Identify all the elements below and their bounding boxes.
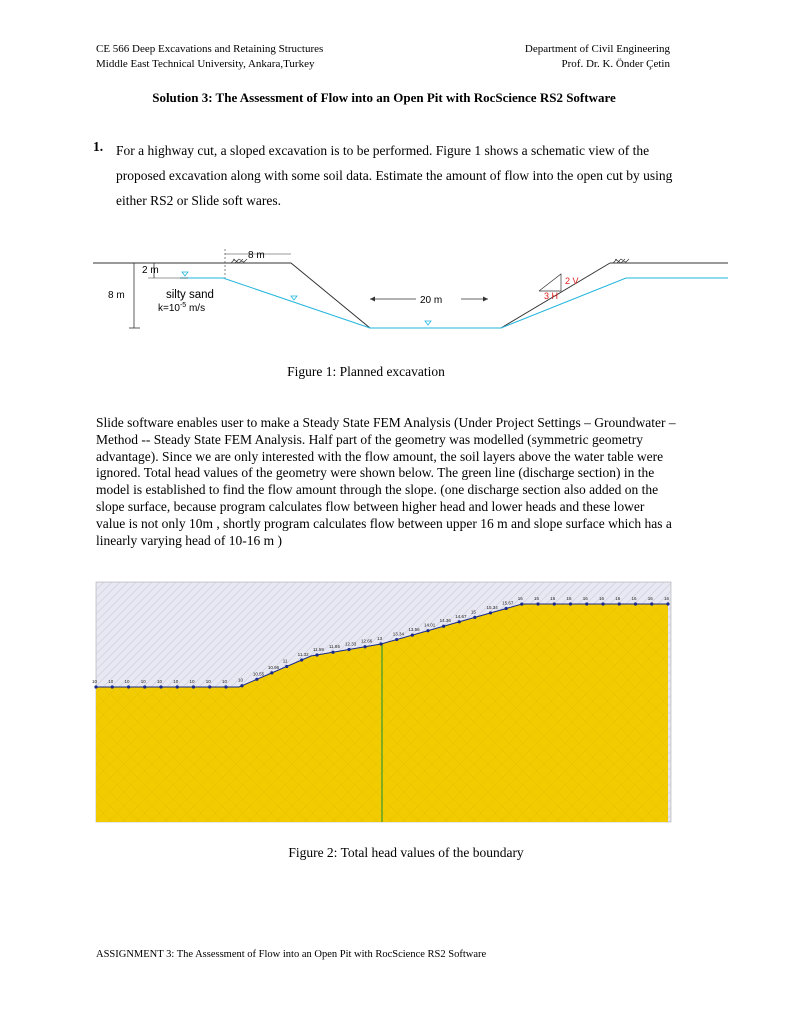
header-right: [525, 42, 670, 72]
label-2m: 2 m: [142, 265, 159, 276]
head-value-label: 10: [173, 679, 179, 684]
head-value-label: 16: [615, 596, 621, 601]
figure-2-total-head-model: [92, 582, 676, 827]
head-value-label: 11.85: [329, 644, 340, 650]
boundary-node: [159, 685, 162, 688]
question-text: For a highway cut, a sloped excavation is to be performed. Figure 1 shows a schematic view of the proposed excavation along with some soil data. Estimate the amount of flow into the open cut by using either RS2 or Slide soft wares.: [116, 143, 673, 208]
head-value-label: 10: [92, 679, 98, 684]
boundary-node: [127, 685, 130, 688]
head-value-label: 16: [550, 596, 556, 601]
boundary-node: [618, 602, 621, 605]
head-value-label: 11.59: [313, 646, 324, 652]
head-value-label: 10: [124, 679, 130, 684]
label-soil: silty sand: [166, 289, 214, 301]
boundary-node: [285, 665, 288, 668]
label-8m-width: 8 m: [248, 250, 265, 261]
boundary-node: [489, 611, 492, 614]
label-permeability: $k=10^{-5}$ m/s: [158, 302, 206, 314]
head-value-label: 13.34: [392, 631, 404, 637]
boundary-node: [411, 634, 414, 637]
head-value-label: 14.36: [439, 618, 451, 624]
water-table-line: [180, 278, 728, 328]
boundary-node: [192, 685, 195, 688]
boundary-node: [379, 642, 382, 645]
head-value-label: 10: [221, 679, 228, 684]
head-value-label: 16: [534, 596, 540, 601]
label-slope-v: 2 V: [565, 276, 579, 286]
head-value-label: 16: [582, 596, 588, 601]
boundary-node: [315, 653, 318, 656]
head-value-label: 12.33: [345, 641, 357, 647]
water-level-icon-1: [182, 272, 188, 276]
department-name: Department of Civil Engineering: [524, 43, 670, 55]
head-value-label: 10: [189, 679, 195, 684]
figure-2-caption: Figure 2: Total head values of the boundary: [288, 845, 524, 860]
head-value-label: 13: [377, 635, 383, 641]
head-value-label: 16: [599, 596, 605, 601]
head-value-label: 10.96: [267, 664, 280, 670]
boundary-node: [176, 685, 179, 688]
boundary-node: [458, 620, 461, 623]
label-8m-depth: 8 m: [108, 290, 125, 301]
head-value-label: 11: [282, 658, 288, 664]
head-value-label: 15.67: [502, 600, 514, 606]
head-value-label: 16: [566, 596, 572, 601]
boundary-node: [505, 607, 508, 610]
head-value-label: 16: [647, 596, 653, 601]
head-value-label: 16: [664, 596, 670, 601]
course-name: CE 566 Deep Excavations and Retaining Structures: [96, 43, 324, 55]
boundary-node: [111, 685, 114, 688]
boundary-node: [442, 625, 445, 628]
ground-hatch-icon-left: [231, 259, 247, 263]
boundary-node: [143, 685, 146, 688]
boundary-node: [601, 602, 604, 605]
head-value-label: 16: [517, 596, 523, 602]
figure-1-caption: Figure 1: Planned excavation: [287, 364, 445, 379]
university-name: Middle East Technical University, Ankara,Turkey: [96, 58, 315, 70]
figure-1-excavation-schematic: [88, 244, 733, 334]
head-value-label: 16: [631, 596, 637, 601]
head-value-label: 10: [156, 679, 163, 684]
boundary-node: [585, 602, 588, 605]
water-level-icon-2: [291, 296, 297, 300]
ground-hatch-icon-right: [613, 259, 629, 263]
boundary-node: [536, 602, 539, 605]
boundary-node: [363, 645, 366, 648]
boundary-node: [255, 678, 258, 681]
head-value-label: 10: [205, 679, 211, 684]
boundary-node: [270, 671, 273, 674]
boundary-node: [650, 602, 653, 605]
head-value-label: 14.67: [455, 613, 467, 619]
head-value-label: 10.55: [252, 671, 265, 677]
arrow-right-icon: [483, 297, 488, 302]
excavation-profile: [291, 263, 610, 328]
boundary-node: [240, 684, 243, 687]
water-level-icon-3: [425, 321, 431, 325]
boundary-node: [569, 602, 572, 605]
boundary-node: [300, 658, 303, 661]
head-value-label: 10: [237, 677, 243, 683]
boundary-node: [94, 685, 97, 688]
boundary-node: [426, 629, 429, 632]
label-slope-h: 3 H: [544, 291, 559, 301]
head-value-label: 12.66: [361, 638, 373, 644]
boundary-node: [634, 602, 637, 605]
head-value-label: 15: [470, 609, 476, 615]
question-number: 1.: [93, 139, 104, 154]
boundary-node: [347, 648, 350, 651]
head-value-label: 14.01: [423, 622, 436, 628]
head-value-label: 10: [108, 679, 114, 684]
head-value-label: 13.56: [408, 627, 420, 633]
head-value-label: 10: [140, 679, 146, 684]
boundary-node: [208, 685, 211, 688]
boundary-node: [331, 651, 334, 654]
boundary-node: [666, 602, 669, 605]
head-value-label: 15.34: [486, 604, 498, 610]
label-20m: 20 m: [420, 295, 443, 306]
page-footer: ASSIGNMENT 3: The Assessment of Flow into an Open Pit with RocScience RS2 Software: [96, 949, 487, 960]
head-value-label: 11.32: [297, 652, 309, 658]
arrow-left-icon: [370, 297, 375, 302]
slope-triangle-icon: [539, 274, 561, 291]
boundary-node: [224, 685, 227, 688]
header-left: [96, 42, 323, 72]
boundary-node: [553, 602, 556, 605]
body-paragraph: Slide software enables user to make a Steady State FEM Analysis (Under Project Settings – Groundwater – Method -- Steady State FEM Analysis. Half part of the geometry was modelled (symmetric geometry advantage). Since we are only interested with the flow amount, the soil layers above the water table were ignored. Total head values of the geometry were shown below. The green line (discharge section) in the model is established to find the flow amount through the slope. (one discharge section also added on the slope surface, because program calculates flow between higher head and lower heads and these lower value is not only 10m , shortly program calculates flow between upper 16 m and slope surface which has a linearly varying head of 10-16 m ): [96, 415, 676, 548]
boundary-node: [473, 616, 476, 619]
document-title: Solution 3: The Assessment of Flow into an Open Pit with RocScience RS2 Software: [152, 90, 616, 105]
boundary-node: [520, 602, 523, 605]
professor-name: Prof. Dr. K. Önder Çetin: [561, 58, 670, 70]
boundary-node: [395, 638, 398, 641]
